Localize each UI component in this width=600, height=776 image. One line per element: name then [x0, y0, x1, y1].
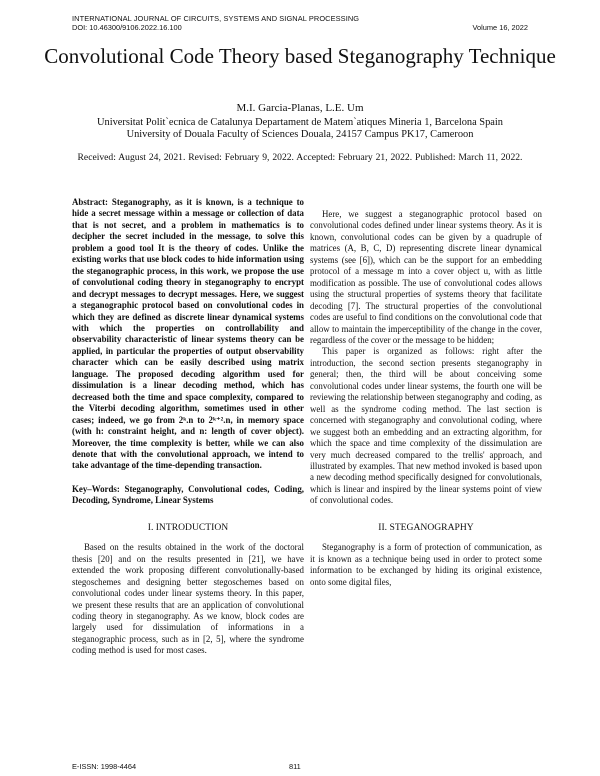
publication-dates: Received: August 24, 2021. Revised: February 9, 2022. Accepted: February 21, 2022. Published: March 11, 2022. [77, 152, 523, 163]
section-heading-steganography: II. STEGANOGRAPHY [378, 521, 474, 533]
affiliation-2: University of Douala Faculty of Sciences Douala, 24157 Campus PK17, Cameroon [126, 129, 474, 140]
intro-paragraph-3: This paper is organized as follows: right after the introduction, the second section presents steganography in general; then, the third will be about conceiving some convolutional codes under linear systems, the fourth one will be reviewing the relationship between steganography and coding, as well as the syndrome coding method. The last section is concerned with steganography and convolutional coding, where we suggest both an embedding and an extracting algorithm, for which the space and time complexity of the dissimulation are very much decreased compared to the trellis' approach, and illustrated by examples. That new method invoked is based upon a new decoding method specifically designed for convolutionals, which is linear and inspired by the linear systems point of view of convolutional codes. [310, 346, 542, 506]
footer-page-number: 811 [289, 762, 301, 771]
authors: M.I. Garcia-Planas, L.E. Um [236, 102, 364, 114]
intro-paragraph-1: Based on the results obtained in the work of the doctoral thesis [20] and on the results presented in [21], we have extended the work proposing different convolutionally-based stegoschemes and designing better stegoschemes based on convolutional codes under linear systems theory. In this paper, we present these results that are an application of convolutional coding theory in steganography. As we know, block codes are largely used for dissimulation of informations in a steganographic process, such as in [2, 5], where the syndrome coding method is used for most cases. [72, 542, 304, 656]
intro-paragraph-2: Here, we suggest a steganographic protocol based on convolutional codes defined under linear systems theory. As it is known, convolutional codes can be given by a quadruple of matrices (A, B, C, D) representing discrete linear dynamical systems (see [6]), which can be the support for an embedding protocol of a message m into a cover object u, with as little modification as possible. The use of convolutional codes allows using the structural properties of systems theory that facilitate decoding [7]. The structural properties of the convolutional codes are useful to find conditions on the convolutional code that allow to maintain the imperceptibility of the change in the cover, regardless of the cover or the message to be hidden; [310, 209, 542, 345]
right-column-content [310, 197, 542, 588]
footer-issn: E-ISSN: 1998-4464 [72, 762, 137, 771]
abstract: Abstract: Steganography, as it is known, is a technique to hide a secret message within a message or collection of data that is not secret, and a problem in mathematics is to decipher the secret included in the message, to solve this problem a good tool It is the theory of codes. Unlike the existing works that use block codes to hide information using the steganographic process, in this work, we propose the use of convolutional coding theory in steganography to encrypt and decrypt messages to decrypt messages. Here, we suggest a steganographic protocol based on convolutional codes in which they are defined as discrete linear dynamical systems with which the properties on controllability and observability characteristic of linear systems theory can be applied, in particular the properties of output observability character which can be easily described using matrix language. The proposed decoding algorithm used for dissimulation is a linear decoding method, which has decreased both the time and space complexity, compared to the Viterbi decoding algorithm, sometimes used in other cases; indeed, we go from 2ᵏ.n to 2ᵏ⁺².n, in memory space (with h: constraint height, and n: length of cover object). Moreover, the time complexity is better, while we can also denote that with the convolutional approach, we intend to take advantage of the time-depending transaction. [72, 197, 304, 471]
keywords: Key–Words: Steganography, Convolutional codes, Coding, Decoding, Syndrome, Linear Systems [72, 483, 304, 506]
journal-name: INTERNATIONAL JOURNAL OF CIRCUITS, SYSTEMS AND SIGNAL PROCESSING [72, 14, 360, 23]
steganography-paragraph-1: Steganography is a form of protection of communication, as it is known as a technique being used in order to protect some information to be exchanged by hiding its original existence, onto some digital files, [310, 542, 542, 587]
affiliation-1: Universitat Polit`ecnica de Catalunya Departament de Matem`atiques Mineria 1, Barcelona Spain [97, 117, 503, 128]
journal-volume: Volume 16, 2022 [472, 23, 528, 32]
journal-doi: DOI: 10.46300/9106.2022.16.100 [72, 23, 182, 32]
section-heading-introduction: I. INTRODUCTION [147, 521, 229, 533]
left-column [72, 197, 304, 657]
paper-title: Convolutional Code Theory based Steganography Technique [44, 44, 556, 68]
